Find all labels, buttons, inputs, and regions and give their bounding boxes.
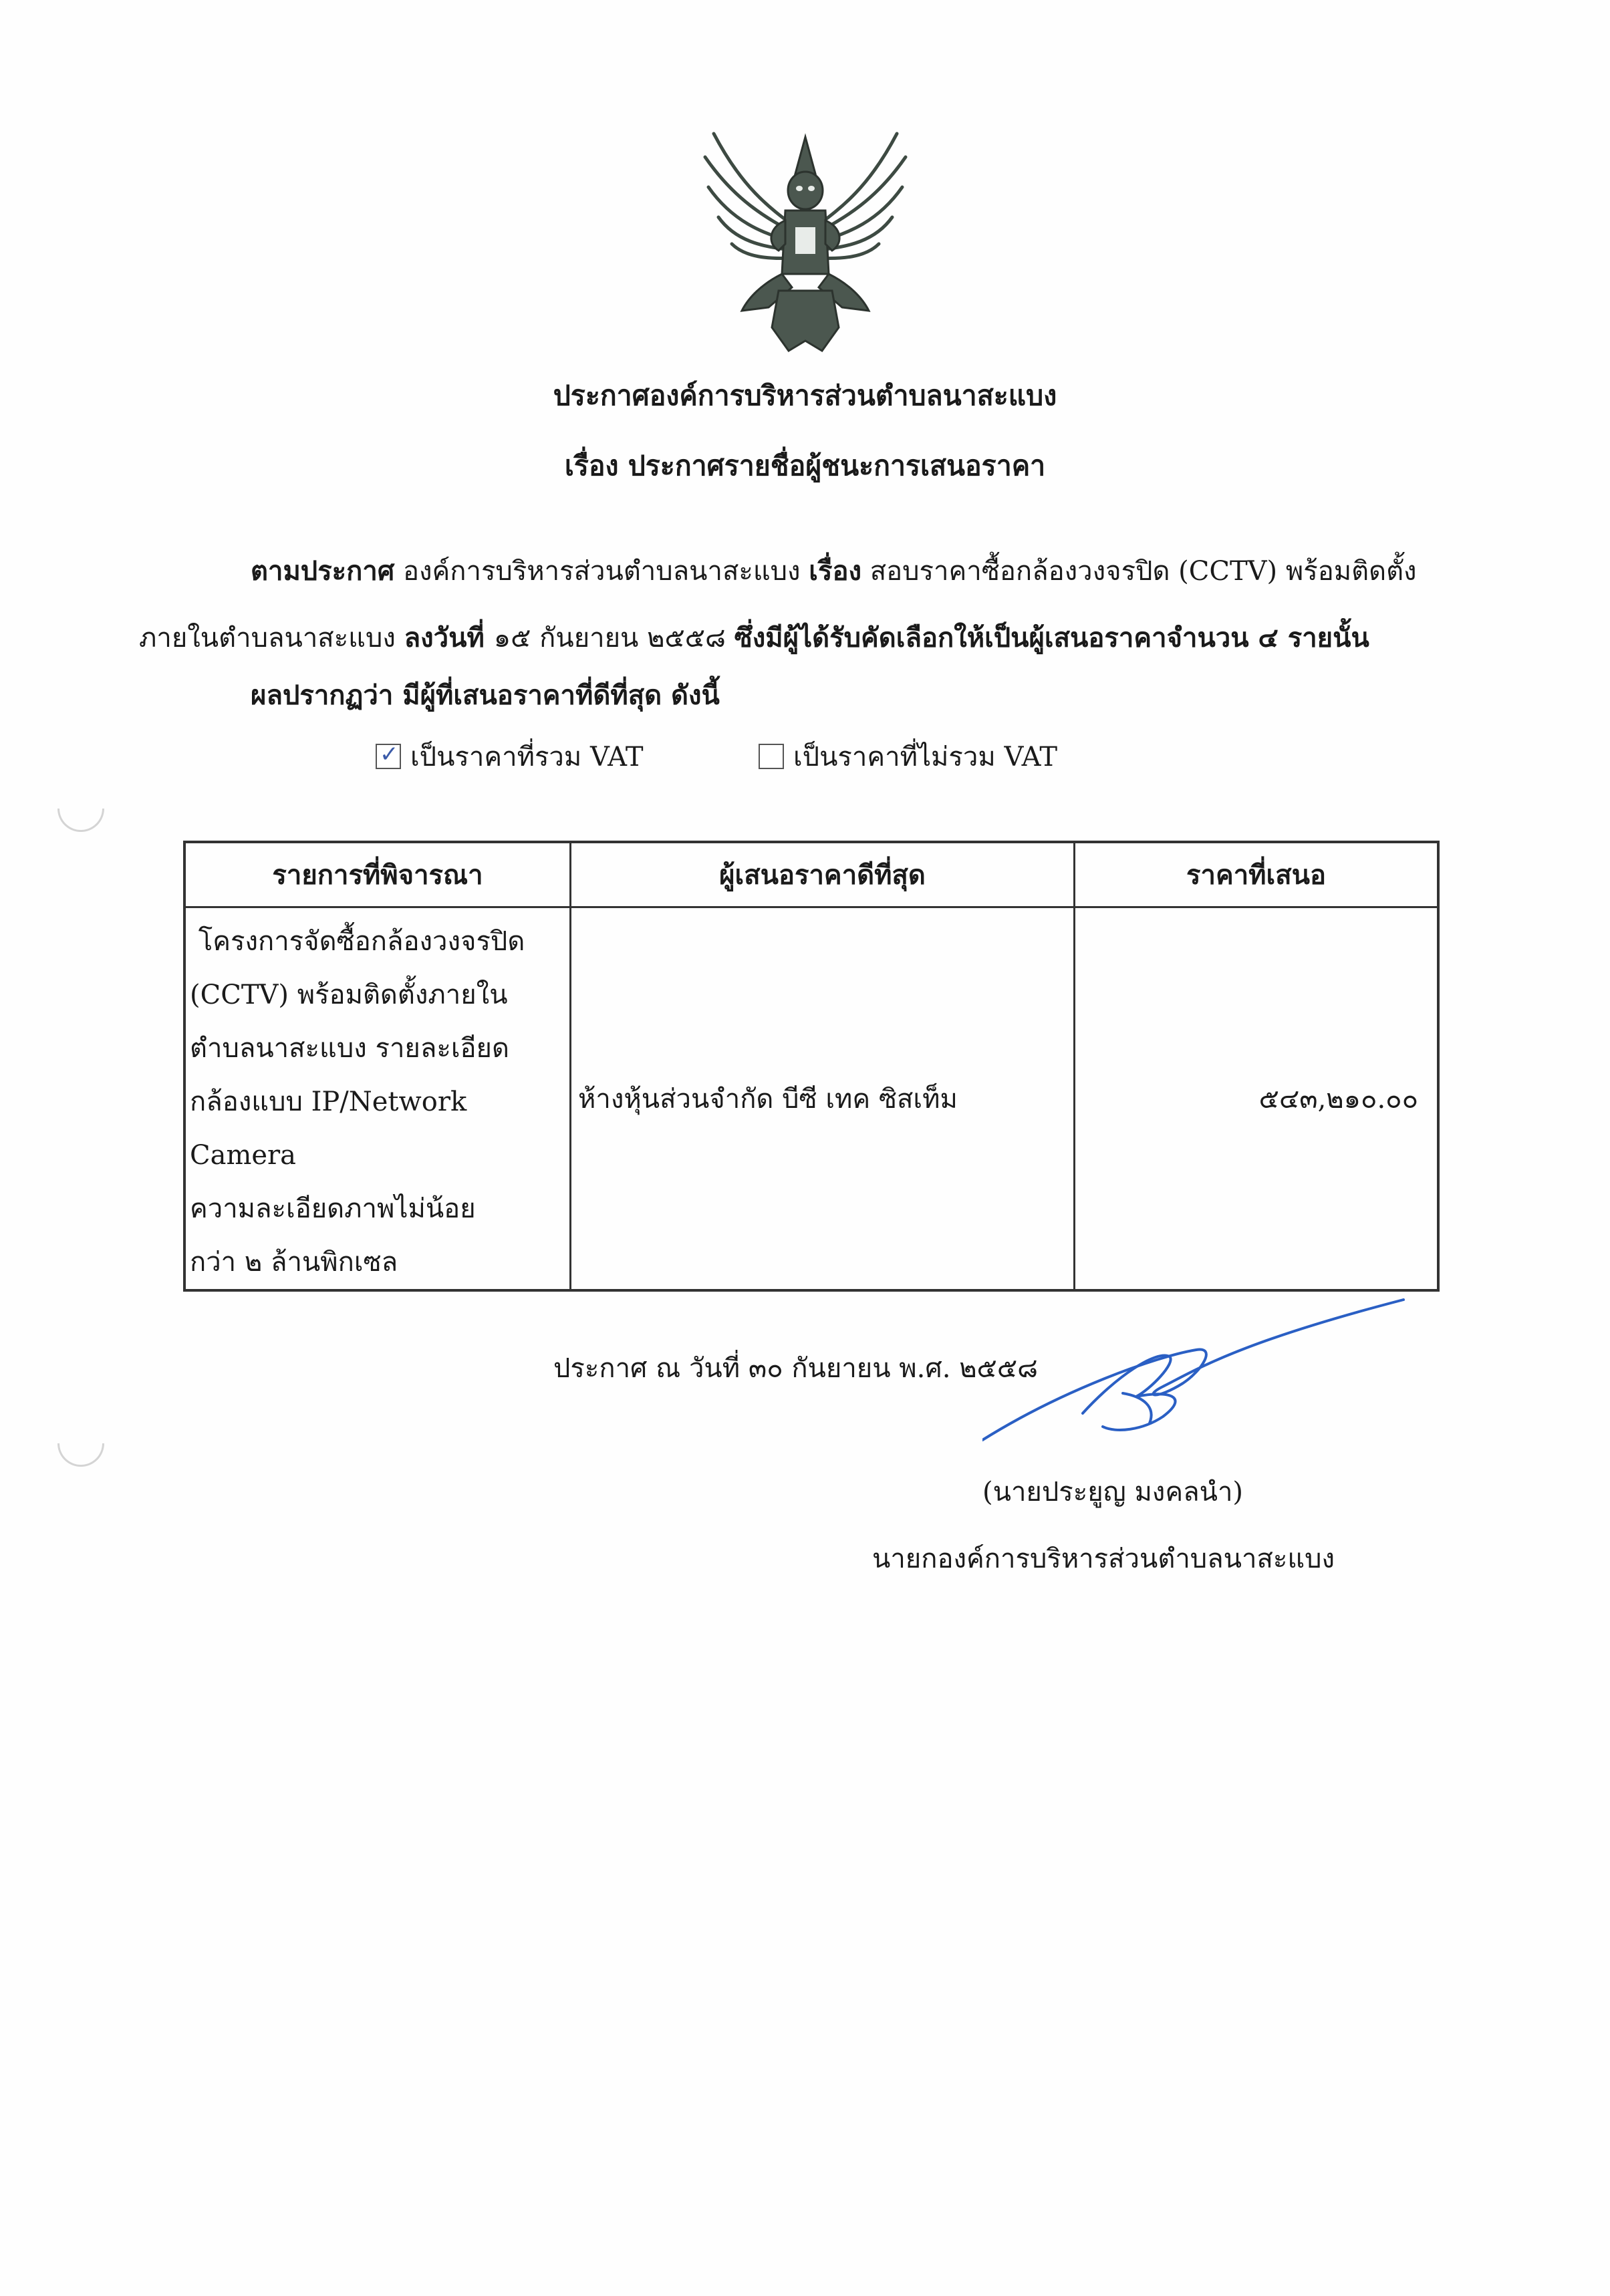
punch-hole-top bbox=[57, 809, 104, 832]
item-description bbox=[184, 907, 571, 1291]
document-subject: เรื่อง ประกาศรายชื่อผู้ชนะการเสนอราคา bbox=[564, 450, 1046, 482]
table-row bbox=[184, 907, 1438, 1291]
item-line: ความละเอียดภาพไม่น้อย bbox=[190, 1193, 476, 1224]
body-line-2-date: ๑๕ กันยายน ๒๕๕๘ bbox=[493, 623, 734, 654]
punch-hole-bottom bbox=[57, 1443, 104, 1467]
body-line-1 bbox=[251, 549, 1417, 592]
header-bidder: ผู้เสนอราคาดีที่สุด bbox=[571, 842, 1075, 907]
item-line: (CCTV) พร้อมติดตั้งภายใน bbox=[190, 980, 508, 1010]
bid-price: ๕๔๓,๒๑๐.๐๐ bbox=[1075, 907, 1439, 1291]
body-line-3: ผลปรากฏว่า มีผู้ที่เสนอราคาที่ดีที่สุด ดังนี้ bbox=[251, 680, 720, 711]
body-line-2-text: ภายในตำบลนาสะแบง bbox=[139, 623, 404, 654]
vat-exclude-label: เป็นราคาที่ไม่รวม VAT bbox=[793, 742, 1057, 772]
signature-icon bbox=[982, 1296, 1417, 1457]
vat-include-option[interactable] bbox=[376, 735, 644, 778]
body-line-1-bold-b: เรื่อง bbox=[809, 555, 862, 587]
garuda-emblem-icon bbox=[695, 127, 916, 361]
vat-include-label: เป็นราคาที่รวม VAT bbox=[410, 742, 644, 772]
body-line-2-bold-b: ซึ่งมีผู้ได้รับคัดเลือกให้เป็นผู้เสนอราคาจำนวน ๔ รายนั้น bbox=[734, 622, 1369, 654]
document-title: ประกาศองค์การบริหารส่วนตำบลนาสะแบง bbox=[553, 380, 1057, 412]
body-line-1-text-b: สอบราคาซื้อกล้องวงจรปิด (CCTV) พร้อมติดตั้ง bbox=[861, 556, 1417, 587]
header-item: รายการที่พิจารณา bbox=[184, 842, 571, 907]
signer-name: (นายประยูญ มงคลนำ) bbox=[982, 1477, 1244, 1508]
bidder-name: ห้างหุ้นส่วนจำกัด บีซี เทค ซิสเท็ม bbox=[571, 907, 1075, 1291]
item-line: ตำบลนาสะแบง รายละเอียด bbox=[190, 1033, 509, 1064]
vat-exclude-checkbox[interactable] bbox=[759, 744, 784, 769]
item-line: กว่า ๒ ล้านพิกเซล bbox=[190, 1247, 398, 1278]
body-line-1-text-a: องค์การบริหารส่วนตำบลนาสะแบง bbox=[394, 556, 809, 587]
bid-result-table bbox=[183, 841, 1440, 1292]
table-header-row bbox=[184, 842, 1438, 907]
vat-exclude-option[interactable] bbox=[759, 735, 1057, 778]
announcement-date: ประกาศ ณ วันที่ ๓๐ กันยายน พ.ศ. ๒๕๕๘ bbox=[553, 1353, 1038, 1384]
body-line-1-bold-a: ตามประกาศ bbox=[251, 555, 395, 587]
header-price: ราคาที่เสนอ bbox=[1075, 842, 1439, 907]
signer-position: นายกองค์การบริหารส่วนตำบลนาสะแบง bbox=[872, 1544, 1335, 1574]
body-line-2-bold-a: ลงวันที่ bbox=[404, 622, 494, 654]
vat-include-checkbox[interactable] bbox=[376, 744, 401, 769]
item-line: กล้องแบบ IP/Network Camera bbox=[190, 1087, 467, 1171]
item-line: โครงการจัดซื้อกล้องวงจรปิด bbox=[190, 926, 525, 957]
body-line-2 bbox=[139, 616, 1369, 659]
